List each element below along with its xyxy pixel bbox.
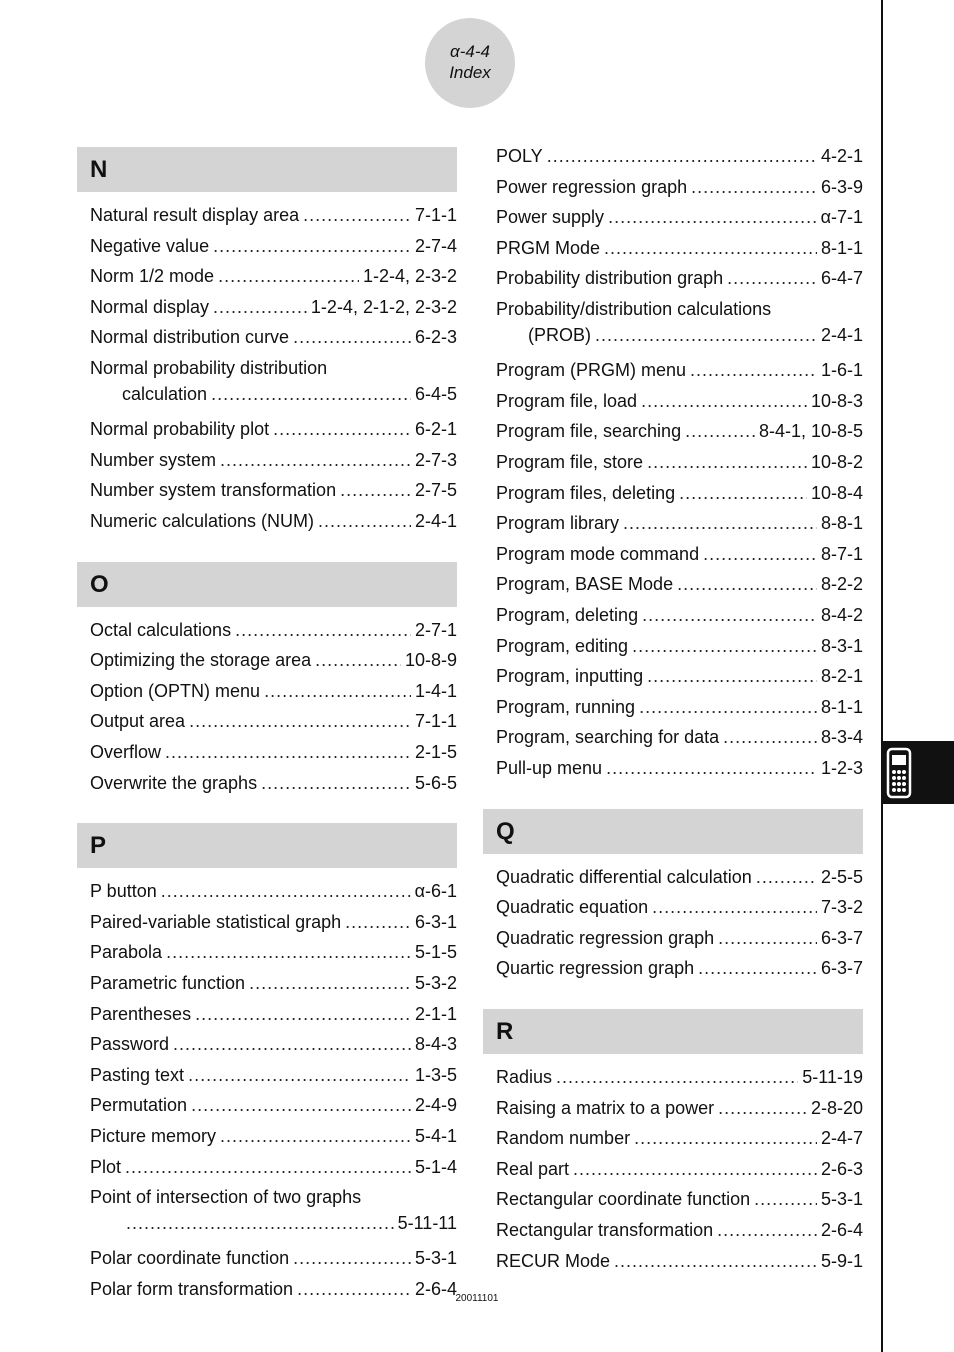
index-page-ref: 1-4-1 (414, 680, 457, 701)
index-page-ref: 8-1-1 (820, 696, 863, 717)
index-page-ref: 6-2-3 (414, 327, 457, 348)
index-entry (90, 416, 457, 442)
index-term: Numeric calculations (NUM) (90, 511, 315, 531)
dot-leader (166, 939, 411, 965)
index-term: Program file, store (496, 452, 644, 472)
index-entry (90, 939, 457, 965)
index-term-continued: calculation (122, 384, 208, 404)
index-term: Power regression graph (496, 176, 688, 197)
index-term: Parabola (90, 942, 163, 963)
index-page-ref: 1-6-1 (820, 360, 863, 381)
dot-leader (754, 1186, 817, 1212)
dot-leader (345, 909, 411, 935)
dot-leader (606, 755, 817, 781)
index-entry (496, 925, 863, 951)
dot-leader (220, 1123, 411, 1149)
dot-leader (723, 724, 817, 750)
section-letter-heading: O (77, 562, 457, 607)
index-page-ref: 2-7-3 (414, 449, 457, 470)
index-entry (496, 694, 863, 720)
index-entry (90, 878, 457, 904)
index-entry (496, 480, 863, 506)
index-page-ref: 8-4-3 (414, 1034, 457, 1055)
dot-leader (189, 708, 411, 734)
index-page-ref: α-7-1 (820, 207, 863, 228)
index-entry (496, 1125, 863, 1151)
dot-leader (632, 633, 817, 659)
index-entry (496, 204, 863, 230)
dot-leader (698, 955, 817, 981)
index-term: Plot (90, 1156, 122, 1177)
index-term: Natural result display area (90, 205, 300, 225)
index-page-ref: 6-3-1 (414, 911, 457, 932)
index-entry (496, 864, 863, 890)
index-entry (496, 571, 863, 597)
index-entry (90, 909, 457, 935)
index-page-ref: 6-3-9 (820, 176, 863, 197)
index-entry (90, 1123, 457, 1149)
index-entry (496, 1217, 863, 1243)
index-page-ref: 5-6-5 (414, 772, 457, 793)
index-page-ref: 2-7-4 (414, 235, 457, 256)
index-term: P button (90, 881, 157, 902)
index-term: Power supply (496, 207, 605, 228)
index-page-ref: 4-2-1 (820, 146, 863, 166)
index-term: Number system (90, 449, 217, 470)
index-page-ref: 2-4-7 (820, 1128, 863, 1149)
index-term: Program, deleting (496, 605, 639, 625)
index-entry (90, 263, 457, 289)
index-term: Polar coordinate function (90, 1248, 290, 1269)
index-term: Normal probability plot (90, 419, 270, 440)
index-term-continued: (PROB) (528, 325, 591, 345)
index-term: Program, editing (496, 635, 629, 656)
page-number: α-4-4 (450, 42, 490, 61)
index-page-ref: 2-5-5 (820, 866, 863, 887)
dot-leader (647, 449, 807, 475)
dot-leader (249, 970, 411, 996)
dot-leader (685, 418, 755, 444)
index-page-ref: 5-11-19 (802, 1067, 863, 1087)
dot-leader (703, 541, 817, 567)
dot-leader (218, 263, 359, 289)
index-entry (90, 1031, 457, 1057)
index-entry (90, 294, 457, 320)
page-number-badge (425, 18, 515, 108)
index-term: Overflow (90, 742, 162, 762)
dot-leader (556, 1064, 798, 1090)
index-term: Program, BASE Mode (496, 574, 674, 595)
index-term: Quadratic equation (496, 897, 649, 918)
index-entry (496, 174, 863, 200)
index-entry (496, 755, 863, 781)
dot-leader (641, 388, 807, 414)
index-term: Norm 1/2 mode (90, 266, 215, 287)
index-page-ref: 5-9-1 (820, 1250, 863, 1271)
index-term: Probability/distribution calculations (496, 299, 772, 319)
index-term: Program files, deleting (496, 482, 676, 503)
index-entry (496, 296, 863, 348)
index-page-ref: 8-2-2 (820, 574, 863, 595)
index-page-ref: 6-4-5 (414, 384, 457, 404)
index-term: Radius (496, 1067, 553, 1087)
index-page-ref: 2-4-9 (414, 1095, 457, 1116)
index-term: Permutation (90, 1095, 188, 1116)
dot-leader (642, 602, 817, 628)
dot-leader (717, 1217, 817, 1243)
index-term: Raising a matrix to a power (496, 1097, 715, 1118)
index-entry (90, 647, 457, 673)
dot-leader (652, 894, 817, 920)
index-term: Rectangular transformation (496, 1220, 714, 1240)
dot-leader (220, 447, 411, 473)
dot-leader (639, 694, 817, 720)
index-entry (496, 602, 863, 628)
index-page-ref: 5-3-2 (414, 973, 457, 993)
index-term: Polar form transformation (90, 1279, 294, 1299)
index-page-ref: 6-4-7 (820, 268, 863, 289)
page-section-label: Index (449, 63, 491, 82)
dot-leader (191, 1092, 411, 1118)
index-entry (496, 1064, 863, 1090)
index-term: Quadratic regression graph (496, 927, 715, 948)
index-page-ref: 10-8-9 (404, 650, 457, 671)
index-page-ref: 5-1-4 (414, 1156, 457, 1177)
index-page-ref: 2-6-4 (820, 1220, 863, 1240)
index-term: Optimizing the storage area (90, 650, 312, 671)
dot-leader (623, 510, 817, 536)
index-page-ref: 8-4-2 (820, 605, 863, 625)
index-entry (90, 617, 457, 643)
index-term: Quadratic differential calculation (496, 866, 752, 887)
index-term: Program mode command (496, 543, 700, 564)
index-page-ref: 2-1-1 (414, 1003, 457, 1024)
dot-leader (173, 1031, 411, 1057)
dot-leader (213, 294, 307, 320)
section-letter-heading: R (483, 1009, 863, 1054)
index-term: Program (PRGM) menu (496, 360, 687, 381)
index-term: Output area (90, 711, 186, 732)
index-page-ref: 8-1-1 (820, 237, 863, 258)
section-letter-heading: Q (483, 809, 863, 854)
dot-leader (188, 1062, 411, 1088)
index-page-ref: 1-3-5 (414, 1064, 457, 1085)
index-term: Password (90, 1034, 170, 1055)
dot-leader (318, 508, 411, 534)
index-entry (496, 265, 863, 291)
index-page-ref: 8-3-1 (820, 635, 863, 656)
index-page-ref: 8-2-1 (820, 666, 863, 687)
index-entry (90, 678, 457, 704)
index-term: Picture memory (90, 1126, 217, 1146)
dot-leader (235, 617, 411, 643)
index-entry (90, 1062, 457, 1088)
index-entry (496, 955, 863, 981)
dot-leader (126, 1210, 394, 1236)
dot-leader (293, 1245, 411, 1271)
index-page-ref: 2-4-1 (414, 511, 457, 531)
index-page-ref: 5-3-1 (414, 1248, 457, 1269)
index-entry (496, 1186, 863, 1212)
index-page-ref: 1-2-4, 2-3-2 (362, 266, 457, 287)
dot-leader (679, 480, 807, 506)
dot-leader (573, 1156, 817, 1182)
index-page-ref: α-6-1 (414, 881, 457, 902)
dot-leader (614, 1248, 817, 1274)
index-page-ref: 2-8-20 (810, 1097, 863, 1118)
index-page-ref: 10-8-2 (810, 452, 863, 472)
index-entry (90, 477, 457, 503)
chapter-side-tab (882, 741, 954, 804)
index-term: Program, inputting (496, 666, 644, 687)
index-term: Normal probability distribution (90, 358, 328, 378)
index-entry (90, 324, 457, 350)
index-entry (496, 724, 863, 750)
dot-leader (647, 663, 817, 689)
index-page-ref: 2-6-4 (414, 1279, 457, 1299)
index-page-ref: 1-2-3 (820, 758, 863, 778)
index-term: Parentheses (90, 1003, 192, 1024)
index-entry (90, 202, 457, 228)
index-entry (496, 541, 863, 567)
index-entry (496, 1248, 863, 1274)
index-term: Negative value (90, 235, 210, 256)
index-term: Pasting text (90, 1064, 185, 1085)
calculator-icon (886, 747, 912, 799)
page-edge-rule (881, 0, 883, 1352)
index-entry (90, 508, 457, 534)
dot-leader (340, 477, 411, 503)
index-page-ref: 2-1-5 (414, 742, 457, 762)
index-entry (90, 233, 457, 259)
dot-leader (718, 925, 817, 951)
dot-leader (604, 235, 817, 261)
index-page-ref: 7-1-1 (414, 711, 457, 732)
dot-leader (211, 381, 411, 407)
index-term: PRGM Mode (496, 237, 601, 258)
index-page-ref: 10-8-4 (810, 482, 863, 503)
index-page-ref: 8-7-1 (820, 543, 863, 564)
index-entry (90, 770, 457, 796)
index-entry (496, 663, 863, 689)
index-term: Rectangular coordinate function (496, 1189, 751, 1210)
index-term: Point of intersection of two graphs (90, 1187, 362, 1208)
index-term: Overwrite the graphs (90, 772, 258, 793)
index-page-ref: 2-4-1 (820, 325, 863, 345)
dot-leader (293, 324, 411, 350)
index-entry (90, 1184, 457, 1236)
dot-leader (195, 1001, 411, 1027)
index-term: Real part (496, 1158, 570, 1179)
index-entry (90, 970, 457, 996)
index-page-ref: 5-1-5 (414, 942, 457, 963)
index-page-ref: 5-4-1 (414, 1126, 457, 1146)
index-entry (496, 510, 863, 536)
index-term: POLY (496, 146, 543, 166)
dot-leader (727, 265, 817, 291)
dot-leader (690, 357, 817, 383)
index-term: Normal distribution curve (90, 327, 290, 348)
index-page-ref: 7-1-1 (414, 205, 457, 225)
index-entry (496, 143, 863, 169)
index-term: Quartic regression graph (496, 958, 695, 979)
dot-leader (608, 204, 817, 230)
index-term: Number system transformation (90, 480, 337, 501)
index-term: Probability distribution graph (496, 268, 724, 289)
dot-leader (161, 878, 411, 904)
section-letter-heading: P (77, 823, 457, 868)
index-entry (90, 355, 457, 407)
footer-code: 20011101 (455, 1293, 499, 1304)
dot-leader (634, 1125, 817, 1151)
dot-leader (547, 143, 817, 169)
index-entry (90, 1001, 457, 1027)
index-page-ref: 8-3-4 (820, 727, 863, 748)
index-page-ref: 2-6-3 (820, 1158, 863, 1179)
index-term: Octal calculations (90, 619, 232, 640)
dot-leader (213, 233, 411, 259)
index-entry (90, 1154, 457, 1180)
dot-leader (315, 647, 401, 673)
index-page-ref: 5-3-1 (820, 1189, 863, 1210)
index-term: Parametric function (90, 973, 246, 993)
index-entry (90, 708, 457, 734)
index-term: Program, running (496, 696, 636, 717)
index-term: Random number (496, 1128, 631, 1149)
index-page-ref: 8-8-1 (820, 513, 863, 534)
dot-leader (691, 174, 817, 200)
index-entry (496, 235, 863, 261)
index-page-ref: 10-8-3 (810, 390, 863, 411)
index-entry (90, 1245, 457, 1271)
dot-leader (125, 1154, 411, 1180)
index-entry (90, 739, 457, 765)
index-page-ref: 1-2-4, 2-1-2, 2-3-2 (310, 296, 457, 317)
dot-leader (677, 571, 817, 597)
dot-leader (264, 678, 411, 704)
dot-leader (303, 202, 411, 228)
index-term: Paired-variable statistical graph (90, 911, 342, 932)
dot-leader (756, 864, 817, 890)
dot-leader (165, 739, 411, 765)
dot-leader (261, 770, 411, 796)
index-entry (496, 449, 863, 475)
index-page-ref: 2-7-5 (414, 480, 457, 501)
dot-leader (273, 416, 411, 442)
index-entry (90, 1092, 457, 1118)
index-term: Pull-up menu (496, 758, 603, 778)
index-entry (496, 418, 863, 444)
index-term: Program library (496, 513, 620, 534)
index-page-ref: 6-2-1 (414, 419, 457, 440)
dot-leader (718, 1095, 807, 1121)
index-page-ref: 5-11-11 (397, 1213, 457, 1234)
index-page-ref: 7-3-2 (820, 897, 863, 918)
index-page-ref: 6-3-7 (820, 958, 863, 979)
section-letter-heading: N (77, 147, 457, 192)
index-page-ref: 2-7-1 (414, 619, 457, 640)
index-entry (496, 1156, 863, 1182)
index-entry (496, 894, 863, 920)
dot-leader (595, 322, 817, 348)
index-term: Program file, searching (496, 421, 682, 442)
index-term: Program file, load (496, 390, 638, 411)
index-entry (90, 447, 457, 473)
index-page-ref: 6-3-7 (820, 927, 863, 948)
index-term: RECUR Mode (496, 1250, 611, 1271)
index-term: Program, searching for data (496, 727, 720, 748)
index-page-ref: 8-4-1, 10-8-5 (758, 421, 863, 442)
index-entry (496, 357, 863, 383)
index-term: Option (OPTN) menu (90, 680, 261, 701)
index-entry (496, 388, 863, 414)
index-entry (496, 1095, 863, 1121)
index-term: Normal display (90, 296, 210, 317)
index-entry (496, 633, 863, 659)
